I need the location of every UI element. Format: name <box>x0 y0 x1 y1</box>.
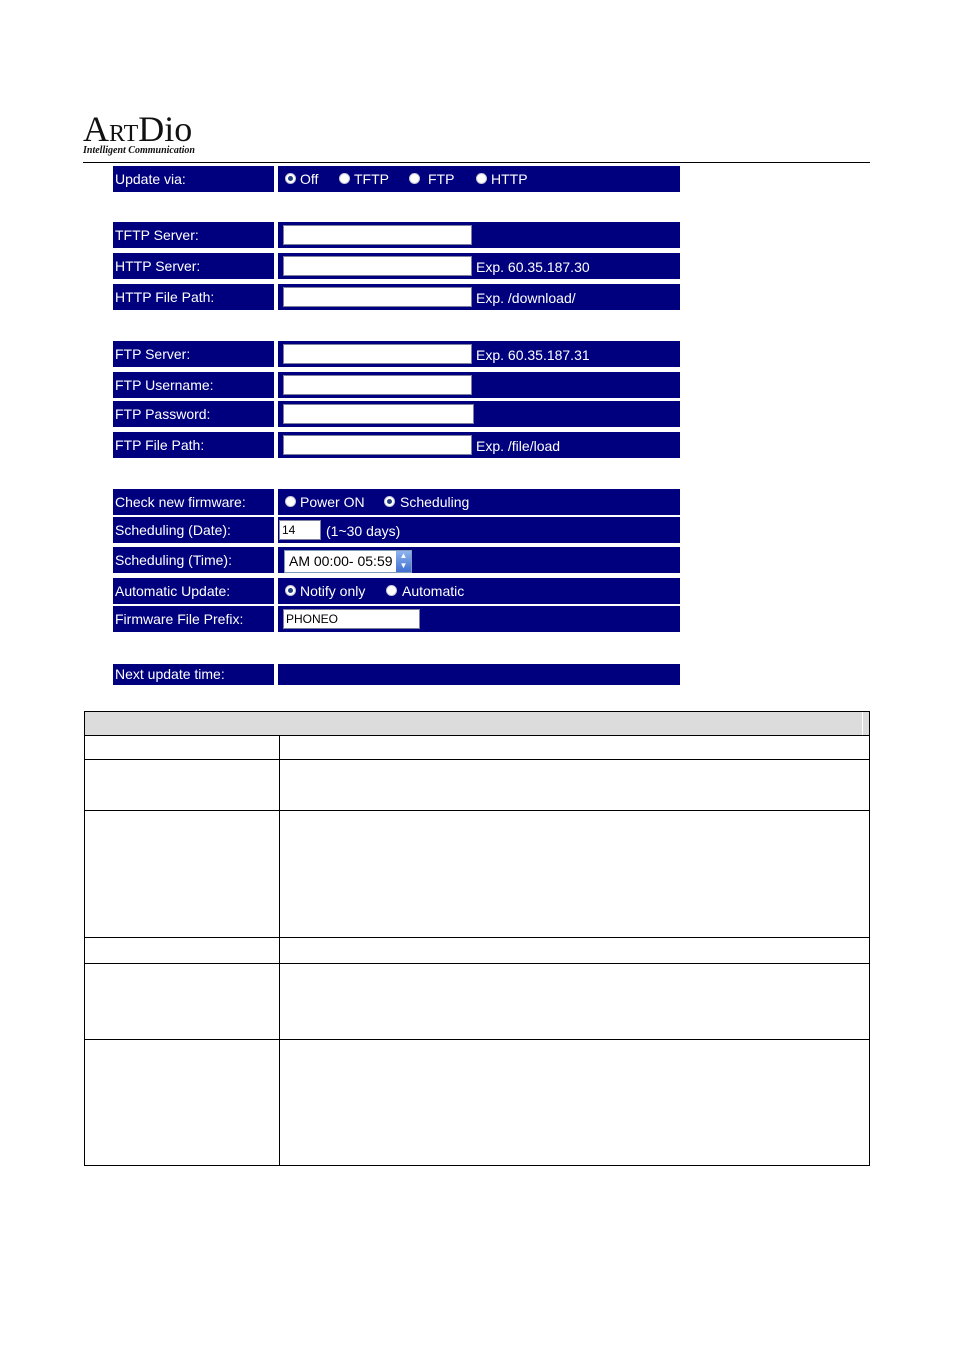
row-next-update-time <box>113 664 680 685</box>
label-firmware-file-prefix: Firmware File Prefix: <box>113 606 276 632</box>
ftp-file-path-hint: Exp. /file/load <box>476 438 561 454</box>
table-row <box>85 1040 869 1165</box>
radio-off-label: Off <box>300 171 319 187</box>
radio-off[interactable] <box>285 173 296 184</box>
scheduling-date-hint: (1~30 days) <box>326 523 401 539</box>
row-ftp-server <box>113 341 680 367</box>
radio-http[interactable] <box>476 173 487 184</box>
radio-automatic[interactable] <box>386 585 397 596</box>
row-scheduling-time <box>113 547 680 573</box>
label-http-file-path: HTTP File Path: <box>113 284 276 310</box>
scheduling-time-value: AM 00:00- 05:59 <box>289 553 393 569</box>
row-automatic-update <box>113 578 680 604</box>
description-table <box>84 711 870 1166</box>
ftp-server-input[interactable] <box>283 344 472 364</box>
label-check-new-firmware: Check new firmware: <box>113 489 276 515</box>
row-ftp-username <box>113 372 680 398</box>
label-ftp-file-path: FTP File Path: <box>113 432 276 458</box>
tftp-server-input[interactable] <box>283 225 472 245</box>
table-row <box>85 760 869 811</box>
radio-ftp[interactable] <box>409 173 420 184</box>
row-http-file-path <box>113 284 680 310</box>
row-http-server <box>113 253 680 279</box>
label-ftp-password: FTP Password: <box>113 401 276 427</box>
label-next-update-time: Next update time: <box>113 664 276 685</box>
radio-scheduling[interactable] <box>384 496 395 507</box>
label-automatic-update: Automatic Update: <box>113 578 276 604</box>
ftp-password-input[interactable] <box>283 404 474 424</box>
radio-scheduling-label: Scheduling <box>400 494 470 510</box>
artdio-logo <box>83 111 223 159</box>
radio-tftp-label: TFTP <box>354 171 389 187</box>
firmware-file-prefix-input[interactable]: PHONEO <box>283 609 420 629</box>
row-firmware-file-prefix <box>113 606 680 632</box>
radio-power-on[interactable] <box>285 496 296 507</box>
radio-http-label: HTTP <box>491 171 528 187</box>
scheduling-time-select[interactable] <box>284 550 412 573</box>
logo-tagline: Intelligent Communication <box>83 145 195 156</box>
radio-power-on-label: Power ON <box>300 494 365 510</box>
ftp-file-path-input[interactable] <box>283 435 472 455</box>
label-ftp-username: FTP Username: <box>113 372 276 398</box>
table-row <box>85 964 869 1040</box>
row-ftp-password <box>113 401 680 427</box>
table-row <box>85 811 869 938</box>
label-update-via: Update via: <box>113 166 276 192</box>
ftp-server-hint: Exp. 60.35.187.31 <box>476 347 590 363</box>
radio-tftp[interactable] <box>339 173 350 184</box>
radio-notify-only[interactable] <box>285 585 296 596</box>
label-ftp-server: FTP Server: <box>113 341 276 367</box>
label-scheduling-date: Scheduling (Date): <box>113 517 276 543</box>
row-tftp-server <box>113 222 680 248</box>
radio-automatic-label: Automatic <box>402 583 465 599</box>
radio-ftp-label: FTP <box>428 171 455 187</box>
row-ftp-file-path <box>113 432 680 458</box>
table-row <box>85 938 869 964</box>
label-tftp-server: TFTP Server: <box>113 222 276 248</box>
table-header <box>85 712 869 736</box>
label-http-server: HTTP Server: <box>113 253 276 279</box>
row-scheduling-date <box>113 517 680 543</box>
http-server-hint: Exp. 60.35.187.30 <box>476 259 590 275</box>
label-scheduling-time: Scheduling (Time): <box>113 547 276 573</box>
header-divider <box>83 162 870 163</box>
http-server-input[interactable] <box>283 256 472 276</box>
radio-notify-only-label: Notify only <box>300 583 366 599</box>
scheduling-date-input[interactable]: 14 <box>279 520 321 540</box>
row-check-new-firmware <box>113 489 680 515</box>
table-row <box>85 735 869 760</box>
row-update-via <box>113 166 680 192</box>
http-file-path-input[interactable] <box>283 287 472 307</box>
ftp-username-input[interactable] <box>283 375 472 395</box>
logo-wordmark: ARTDio <box>83 109 193 149</box>
spinner-arrows-icon[interactable]: ▲ ▼ <box>396 551 411 572</box>
http-file-path-hint: Exp. /download/ <box>476 290 576 306</box>
